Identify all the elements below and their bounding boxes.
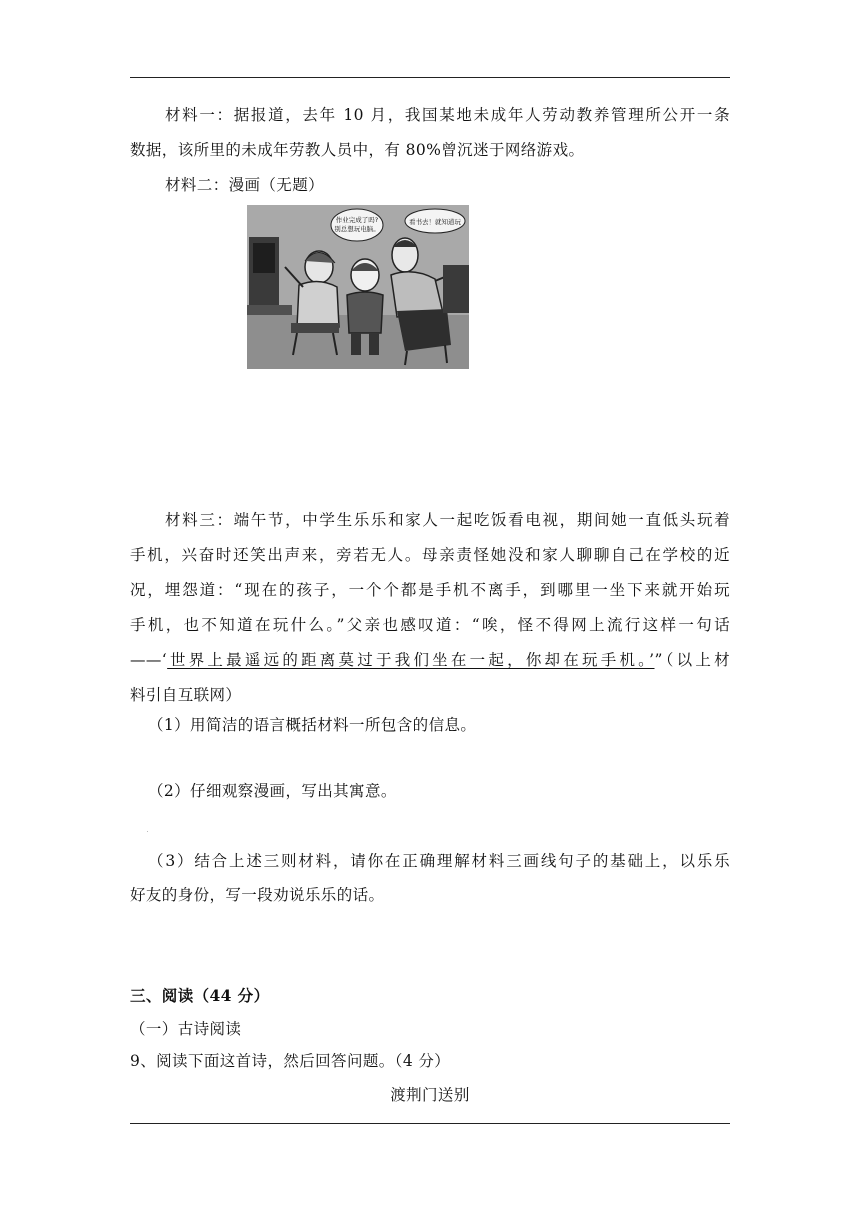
- material3-line5: [130, 649, 730, 671]
- underlined-sentence: 世界上最遥远的距离莫过于我们坐在一起，你却在玩手机。’: [167, 651, 655, 669]
- scan-dot: [147, 831, 148, 832]
- material2-label: 材料二：漫画（无题）: [165, 176, 325, 194]
- question-9: 9、阅读下面这首诗，然后回答问题。（4 分）: [130, 1052, 451, 1070]
- material3-line5-prefix: ——‘: [130, 651, 168, 669]
- material3-line2: 手机，兴奋时还笑出声来，旁若无人。母亲责怪她没和家人聊聊自己在学校的近: [130, 546, 730, 564]
- material3-line1: 材料三：端午节，中学生乐乐和家人一起吃饭看电视，期间她一直低头玩着: [165, 511, 730, 529]
- material1-line2: 数据，该所里的未成年劳教人员中，有 80%曾沉迷于网络游戏。: [130, 141, 585, 159]
- section-heading: 三、阅读（44 分）: [130, 986, 270, 1005]
- question-1: （1）用简洁的语言概括材料一所包含的信息。: [148, 716, 477, 734]
- poem-title: 渡荆门送别: [390, 1086, 470, 1104]
- material3-line5-suffix: ”（以上材: [654, 651, 730, 669]
- bubble-left-line2: 别总想玩电脑。: [334, 225, 380, 233]
- question-2: （2）仔细观察漫画，写出其寓意。: [148, 782, 397, 800]
- material1-line1: 材料一：据报道，去年 10 月，我国某地未成年人劳动教养管理所公开一条: [165, 106, 730, 124]
- header-rule: [130, 77, 730, 78]
- footer-rule: [130, 1123, 730, 1124]
- question-3-line1: （3）结合上述三则材料，请你在正确理解材料三画线句子的基础上，以乐乐: [148, 852, 730, 870]
- material3-line6: 料引自互联网）: [130, 686, 242, 704]
- bubble-left-line1: 作业完成了吗?: [335, 216, 379, 224]
- material3-line3: 况，埋怨道：“现在的孩子，一个个都是手机不离手，到哪里一坐下来就开始玩: [130, 581, 730, 599]
- subsection-heading: （一）古诗阅读: [130, 1020, 242, 1038]
- cartoon-image: [247, 205, 469, 369]
- material3-line4: 手机，也不知道在玩什么。”父亲也感叹道：“唉，怪不得网上流行这样一句话: [130, 616, 730, 634]
- question-3-line2: 好友的身份，写一段劝说乐乐的话。: [130, 886, 385, 904]
- bubble-right-line1: 看书去！就知道玩: [409, 218, 461, 226]
